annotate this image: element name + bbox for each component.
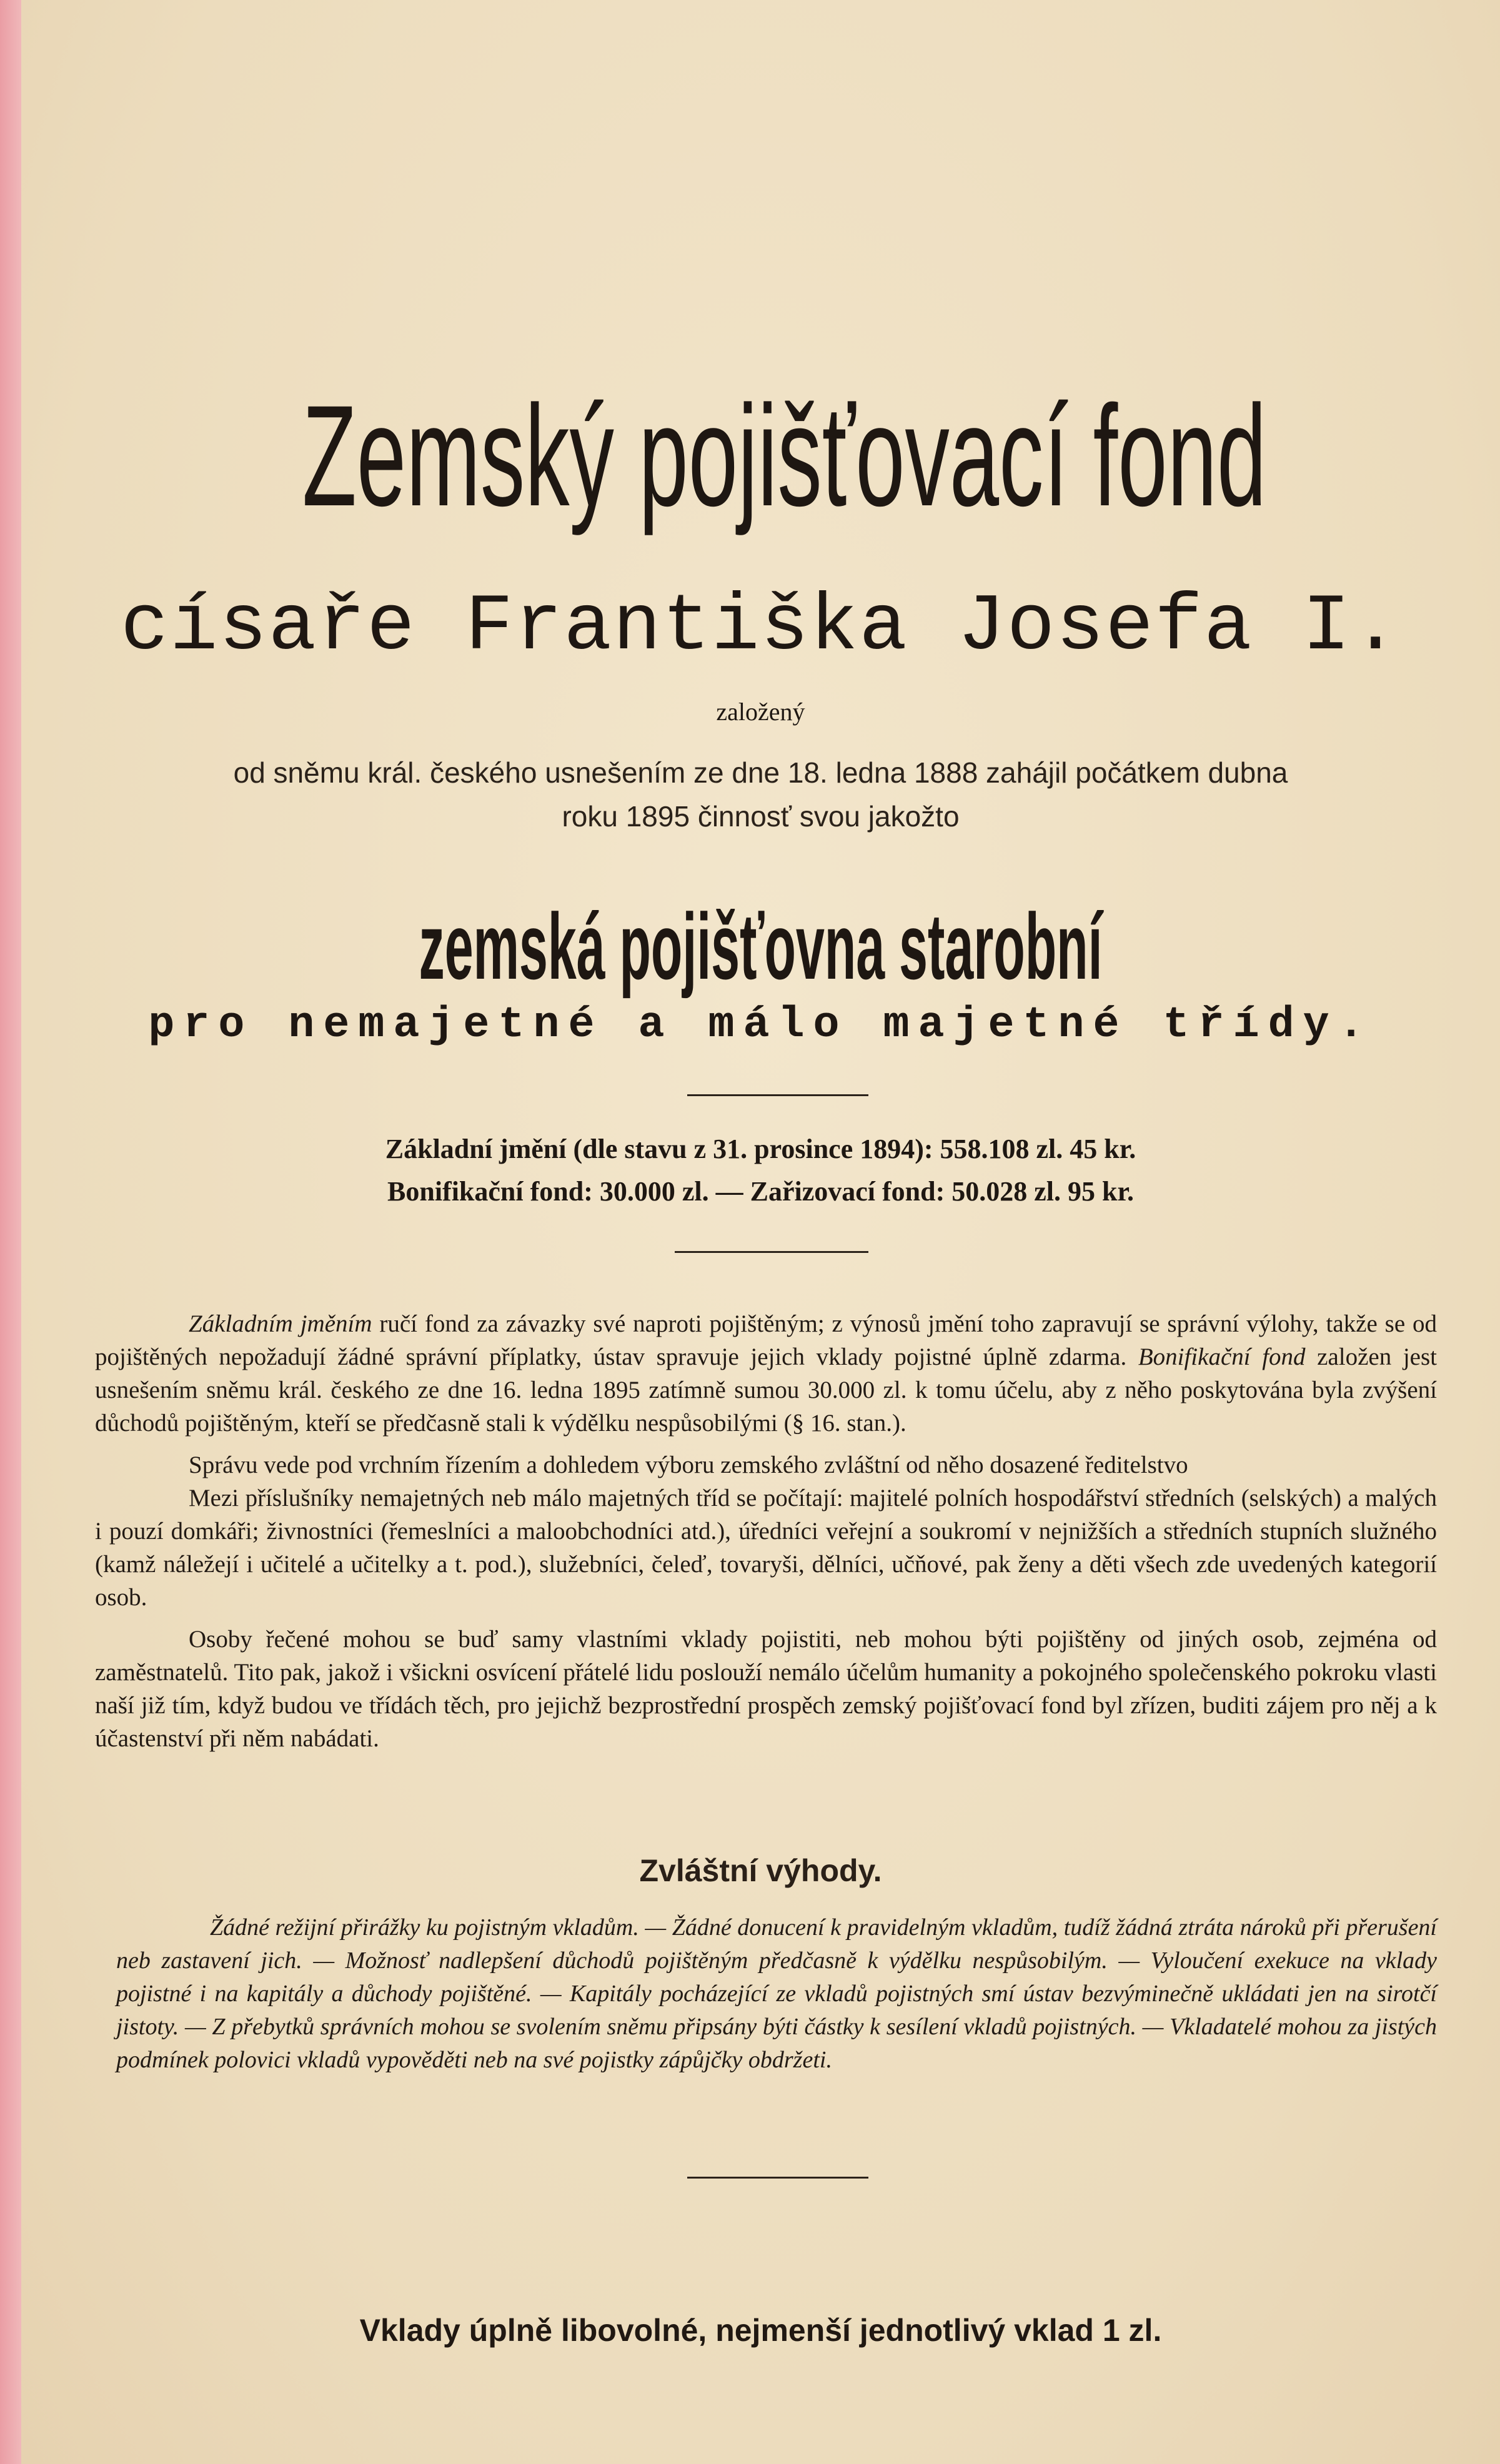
body-text — [95, 1307, 1437, 1755]
emphasis-bonus-fund: Bonifikační fond — [1138, 1343, 1306, 1370]
paragraph-fund-capital — [95, 1307, 1437, 1440]
section-title: Zvláštní výhody. — [639, 1853, 882, 1888]
founded-label: založený — [716, 698, 805, 726]
divider-rule — [687, 2177, 868, 2179]
divider-rule — [675, 1251, 868, 1253]
capital-line: Základní jmění (dle stavu z 31. prosince 1894): 558.108 zl. 45 kr. — [385, 1134, 1136, 1164]
advantages-text: Žádné režijní přirážky ku pojistným vkladům. — Žádné donucení k pravidelným vkladům, tudíž žádná ztráta nároků při přerušení neb zastavení jich. — Možnosť nadlepšení důchodů pojištěným předčasně k výdělku nespůsobilým. — Vyloučení exekuce na vklady pojistné i na kapitály a důchody pojištěné. — Kapitály pocházející ze vkladů pojistných smí ústav bezvýminečně ukládati jen na sirotčí jistoty. — Z přebytků správních mohou se svolením sněmu připsány býti částky k sesílení vkladů pojistných. — Vkladatelé mohou za jistých podmínek polovici vkladů vypověděti neb na své pojistky zápůjčky obdržeti. — [116, 1914, 1437, 2073]
headline: zemská pojišťovna starobní — [419, 894, 1103, 999]
paragraph-administration: Správu vede pod vrchním řízením a dohledem výboru zemského zvláštní od něho dosazené ředitelstvo — [189, 1452, 1188, 1478]
intro-line-2: roku 1895 činnosť svou jakožto — [562, 800, 960, 833]
paragraph-members: Mezi příslušníky nemajetných neb málo majetných tříd se počítají: majitelé polních hospodářství středních (selských) a malých i pouzí domkáři; živnostníci (řemeslníci a maloobchodníci atd.), úředníci veřejní a soukromí v nejnižších a středních stupních služného (kamž náležejí i učitelé a učitelky a t. pod.), služebníci, čeleď, tovaryši, dělníci, učňové, pak ženy a děti všech zde uvedených kategorií osob. — [95, 1485, 1437, 1611]
paragraph-text: založen jest usnešením sněmu král. českého ze dne 16. ledna 1895 zatímně sumou 30.000 zl. k tomu účelu, aby z něho poskytována byla zvýšení důchodů pojištěným, kteří se předčasně stali k výdělku nespůsobilými (§ 16. stan.). — [95, 1343, 1437, 1437]
paragraph-persons: Osoby řečené mohou se buď samy vlastními vklady pojistiti, neb mohou býti pojištěny od jiných osob, zejména od zaměstnatelů. Tito pak, jakož i všickni osvícení přátelé lidu poslouží nemálo účelům humanity a pokojného společenského pokroku vlasti naší již tím, když budou ve třídách těch, pro jejichž bezprostřední prospěch zemský pojišťovací fond byl zřízen, buditi zájem pro něj a k účastenství při něm nabádati. — [95, 1626, 1437, 1752]
pink-edge-strip — [0, 0, 21, 2464]
footer-line: Vklady úplně libovolné, nejmenší jednotlivý vklad 1 zl. — [359, 2313, 1162, 2348]
emphasis-capital: Základním jměním — [189, 1310, 372, 1337]
tagline: pro nemajetné a málo majetné třídy. — [148, 1001, 1373, 1050]
subtitle: císaře Františka Josefa I. — [120, 582, 1401, 673]
title: Zemský pojišťovací fond — [302, 375, 1267, 536]
intro-line-1: od sněmu král. českého usnešením ze dne 18. ledna 1888 zahájil počátkem dubna — [233, 756, 1288, 789]
divider-rule — [687, 1094, 868, 1096]
poster-page — [21, 0, 1500, 2464]
funds-line: Bonifikační fond: 30.000 zl. — Zařizovací fond: 50.028 zl. 95 kr. — [387, 1176, 1134, 1207]
paragraph-text: ručí fond za závazky své naproti pojištěným; z výnosů jmění toho zapravují se správní výlohy, takže se od pojištěných nepožadují žádné správní příplatky, ústav spravuje jejich vklady pojistné úplně zdarma. — [95, 1310, 1437, 1370]
